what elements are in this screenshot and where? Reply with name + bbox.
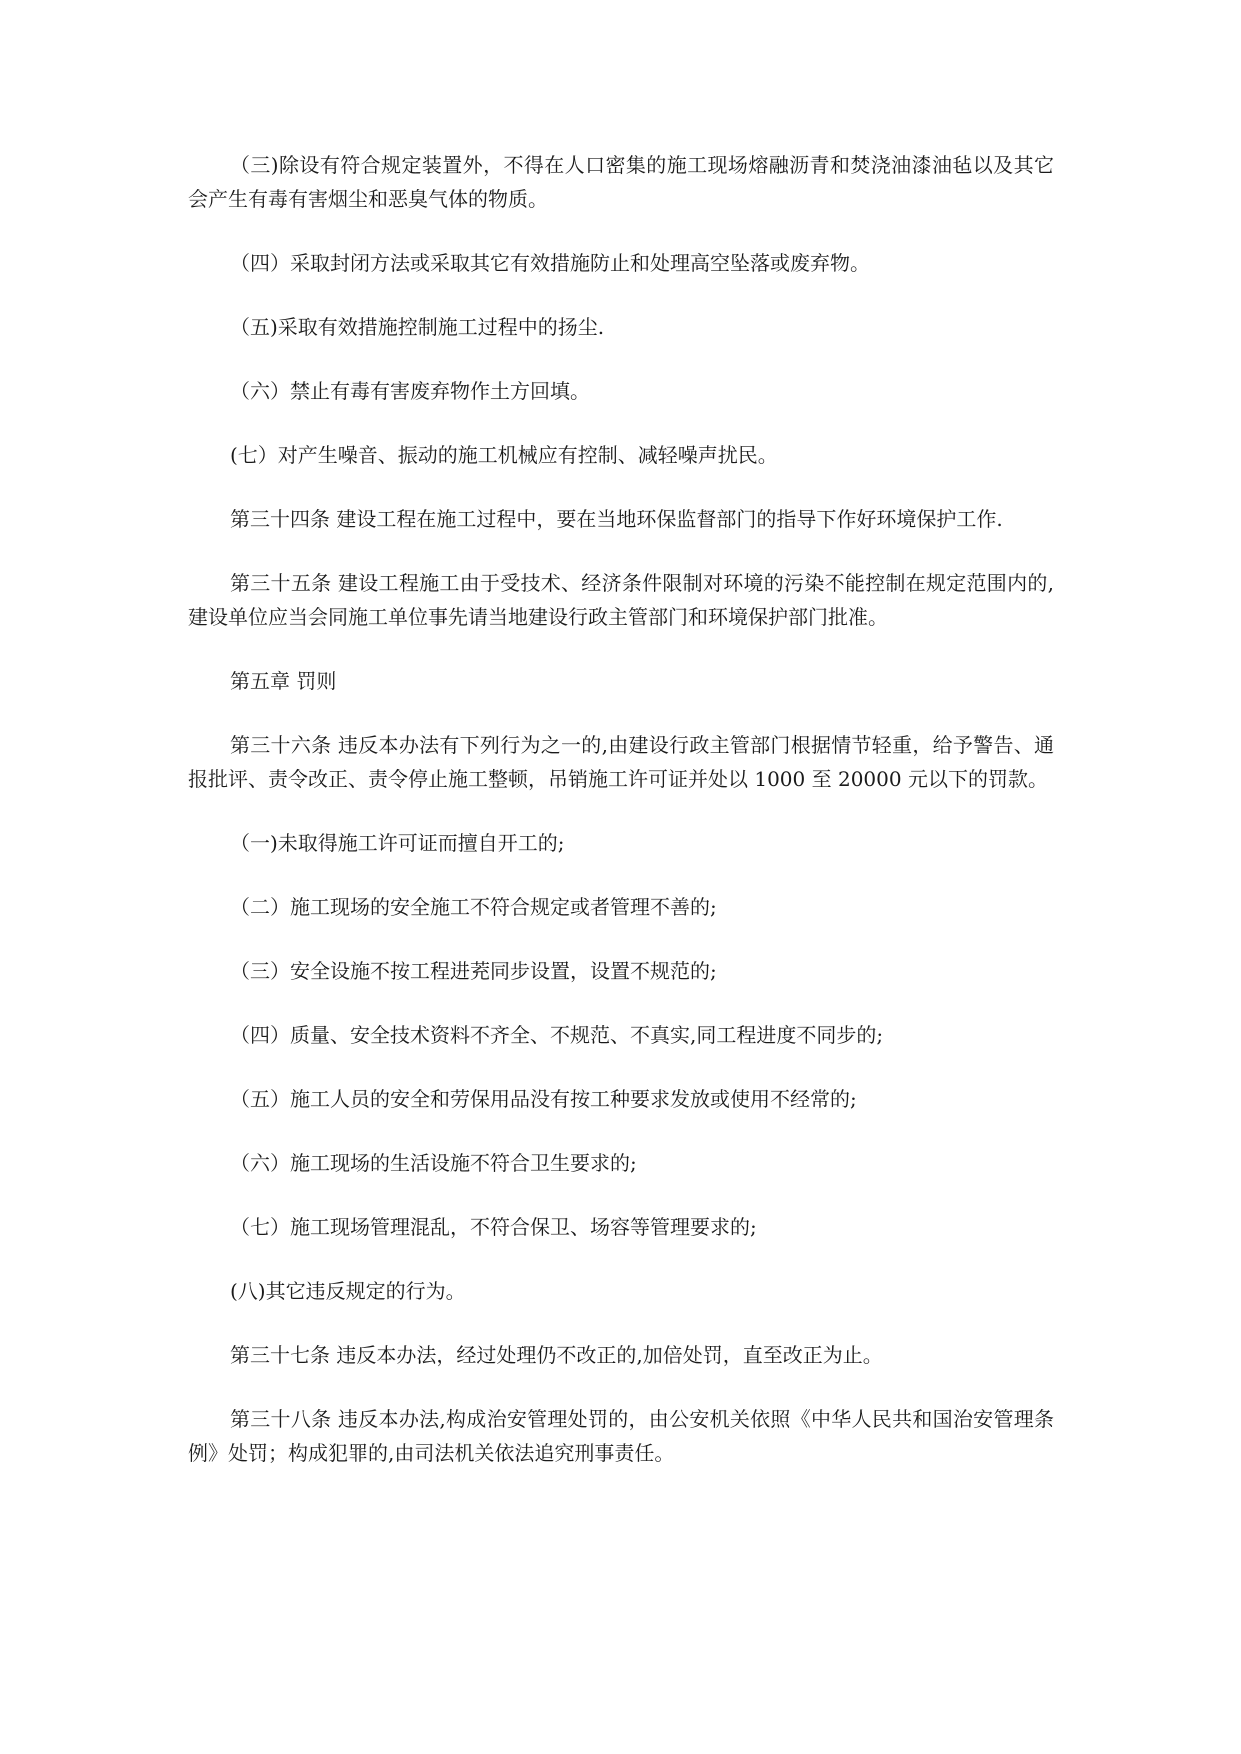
paragraph-item-7: (七）对产生噪音、振动的施工机械应有控制、减轻噪声扰民。 — [230, 443, 778, 467]
article-36-item-1: （一)未取得施工许可证而擅自开工的; — [230, 831, 565, 855]
chapter-5-heading: 第五章 罚则 — [230, 669, 337, 693]
article-36-item-6: （六）施工现场的生活设施不符合卫生要求的; — [230, 1151, 637, 1175]
article-36-item-8: (八)其它违反规定的行为。 — [230, 1279, 466, 1303]
paragraph-item-5: （五)采取有效措施控制施工过程中的扬尘. — [230, 315, 605, 339]
article-36-item-7: （七）施工现场管理混乱，不符合保卫、场容等管理要求的; — [230, 1215, 757, 1239]
article-34: 第三十四条 建设工程在施工过程中，要在当地环保监督部门的指导下作好环境保护工作. — [230, 507, 1003, 531]
article-38: 第三十八条 违反本办法,构成治安管理处罚的，由公安机关依照《中华人民共和国治安管理条例》处罚；构成犯罪的,由司法机关依法追究刑事责任。 — [188, 1407, 1054, 1465]
paragraph-item-6: （六）禁止有毒有害废弃物作土方回填。 — [230, 379, 590, 403]
article-36-item-5: （五）施工人员的安全和劳保用品没有按工种要求发放或使用不经常的; — [230, 1087, 857, 1111]
article-36-item-3: （三）安全设施不按工程进茺同步设置，设置不规范的; — [230, 959, 717, 983]
article-36: 第三十六条 违反本办法有下列行为之一的,由建设行政主管部门根据情节轻重，给予警告、通报批评、责令改正、责令停止施工整顿，吊销施工许可证并处以 1000 至 20000 元以下的罚款。 — [188, 733, 1054, 791]
paragraph-item-3: （三)除设有符合规定装置外，不得在人口密集的施工现场熔融沥青和焚浇油漆油毡以及其它会产生有毒有害烟尘和恶臭气体的物质。 — [188, 153, 1054, 211]
paragraph-item-4: （四）采取封闭方法或采取其它有效措施防止和处理高空坠落或废弃物。 — [230, 251, 870, 275]
article-36-item-4: （四）质量、安全技术资料不齐全、不规范、不真实,同工程进度不同步的; — [230, 1023, 884, 1047]
article-37: 第三十七条 违反本办法，经过处理仍不改正的,加倍处罚，直至改正为止。 — [230, 1343, 883, 1367]
article-35: 第三十五条 建设工程施工由于受技术、经济条件限制对环境的污染不能控制在规定范围内的,建设单位应当会同施工单位事先请当地建设行政主管部门和环境保护部门批准。 — [188, 571, 1054, 629]
document-body — [188, 148, 1054, 1500]
article-36-item-2: （二）施工现场的安全施工不符合规定或者管理不善的; — [230, 895, 717, 919]
